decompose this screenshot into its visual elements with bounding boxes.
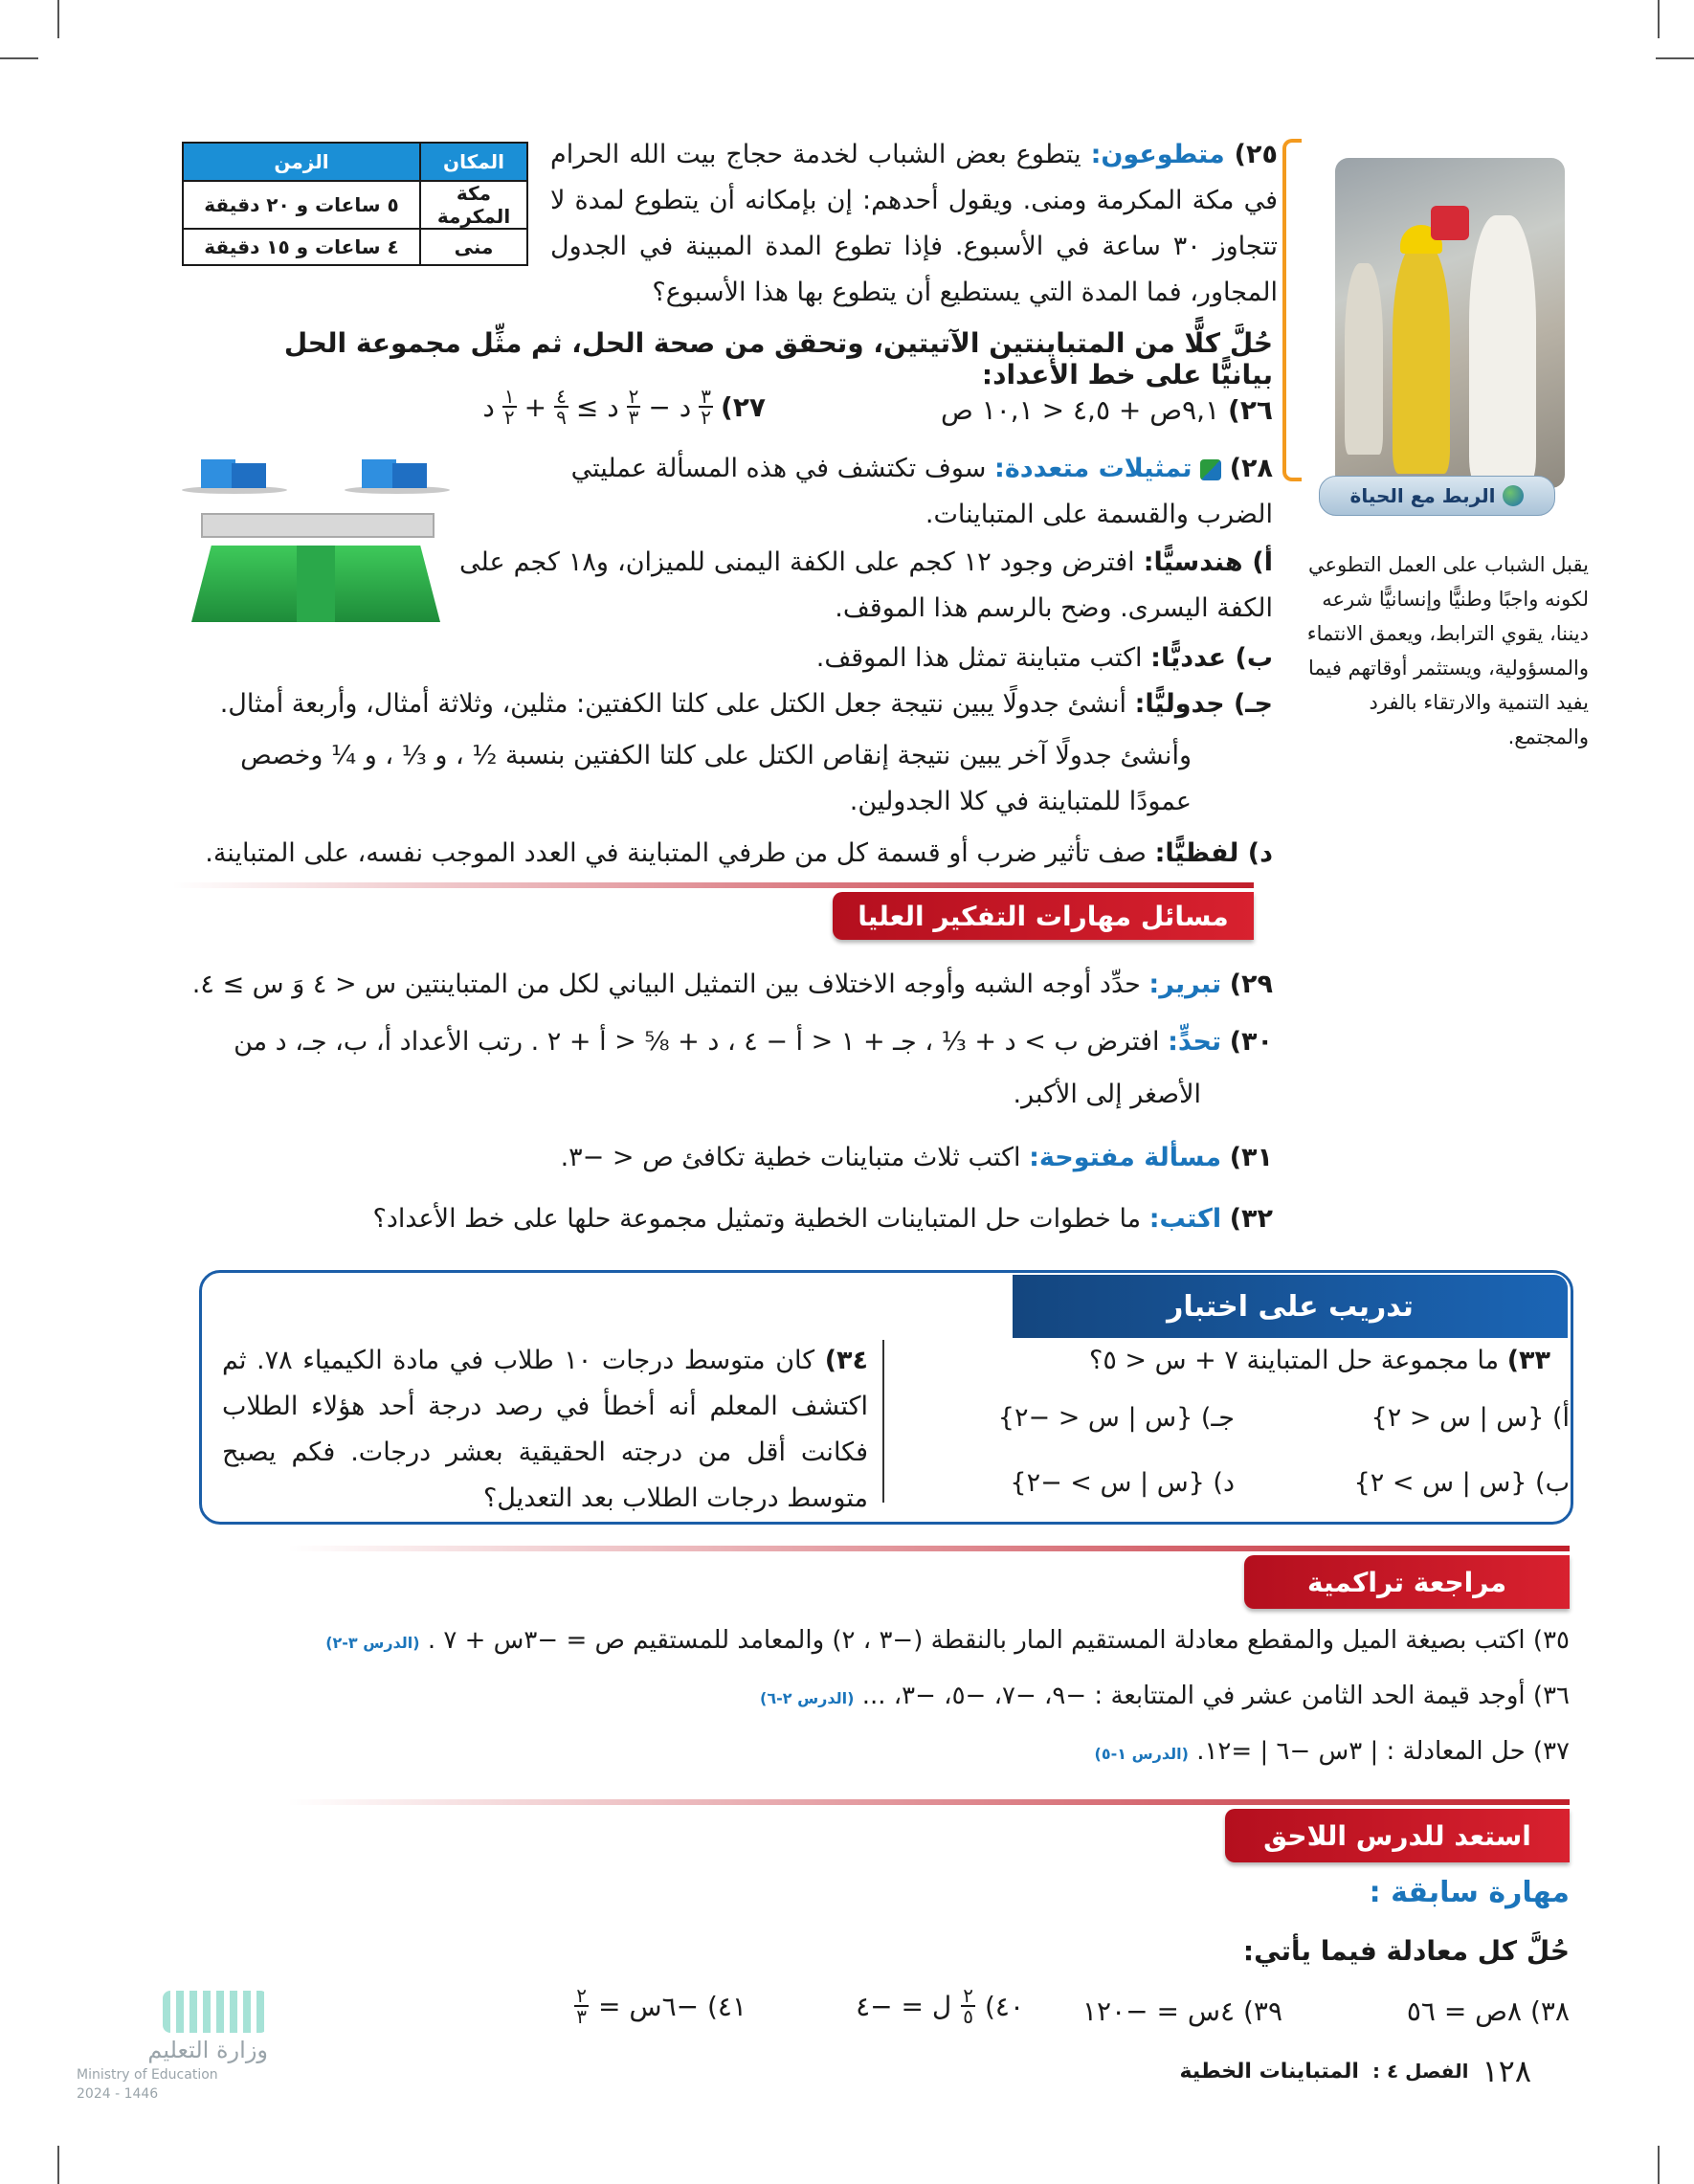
chapter-label: الفصل ٤ : <box>1371 2060 1469 2083</box>
part-text: أنشئ جدولًا يبين نتيجة جعل الكتل على كلتا الكفتين: مثلين، وثلاثة أمثال، وأربعة أمثال. <box>219 689 1127 719</box>
question-34 <box>222 1338 868 1522</box>
pilgrim-figure <box>1469 215 1536 483</box>
fraction <box>627 387 641 427</box>
globe-icon <box>1503 485 1524 506</box>
question-32 <box>191 1196 1273 1242</box>
fraction <box>961 1986 975 2026</box>
life-link-text: يقبل الشباب على العمل التطوعي لكونه واجبًا وطنيًّا وإنسانيًّا شرعه ديننا، يقوي الترابط، ويعمق الانتماء والمسؤولية، ويستثمر أوقاتهم فيما يفيد التنمية والارتقاء بالفرد والمجتمع. <box>1306 553 1589 748</box>
lesson-reference: (الدرس ٣-٢) <box>325 1634 420 1652</box>
denominator: ٢ <box>701 406 712 429</box>
lesson-reference: (الدرس ٢-٦) <box>760 1689 855 1707</box>
crop-mark <box>57 2146 59 2184</box>
part-text: افترض وجود ١٢ كجم على الكفة اليمنى للميزان، و١٨ كجم على الكفة اليسرى. وضح بالرسم هذا الموقف. <box>459 547 1273 623</box>
question-37 <box>325 1730 1570 1775</box>
chapter-title: المتباينات الخطية <box>1179 2059 1359 2084</box>
question-35 <box>325 1619 1570 1664</box>
column-divider <box>882 1340 884 1503</box>
denominator: ٩ <box>556 406 567 429</box>
divider <box>172 882 1254 888</box>
question-text: سوف تكتشف في هذه المسألة عمليتي الضرب والقسمة على المتباينات. <box>570 454 1273 529</box>
question-number: ٣٣) <box>1506 1346 1550 1375</box>
table-row <box>183 229 527 265</box>
red-flag <box>1431 206 1469 240</box>
life-link-label: الربط مع الحياة <box>1349 484 1496 507</box>
orange-bracket <box>1282 139 1302 481</box>
denominator: ٢ <box>503 406 515 429</box>
question-28-intro <box>488 446 1273 538</box>
question-40 <box>747 1986 1024 2026</box>
question-text: ما مجموعة حل المتباينة ٧ + س < ٥؟ <box>1088 1346 1500 1375</box>
question-text: يتطوع بعض الشباب لخدمة حجاج بيت الله الحرام في مكة المكرمة ومنى. ويقول أحدهم: إن بإمكانه أن يتطوع لمدة لا تتجاوز ٣٠ ساعة في الأسبوع. فإذا تطوع المدة المبينة في الجدول المجاور، فما المدة التي يستطيع أن يتطوع بها هذا الأسبوع؟ <box>550 140 1279 307</box>
weight-block <box>201 459 235 488</box>
prior-skill-heading: مهارة سابقة : <box>1369 1876 1570 1909</box>
question-29 <box>191 962 1273 1008</box>
crop-mark <box>1658 0 1660 38</box>
option-c[interactable]: جـ) {س | س < −٢} <box>997 1403 1235 1433</box>
section-banner-prepare: استعد للدرس اللاحق <box>1225 1809 1570 1862</box>
table-header: الزمن <box>183 143 420 181</box>
part-label: أ) هندسيًّا: <box>1143 547 1273 577</box>
table-cell: مكة المكرمة <box>420 181 527 229</box>
question-text: ٣٥) اكتب بصيغة الميل والمقطع معادلة المستقيم المار بالنقطة (−٣ ، ٢) والمعامد للمستقيم ص = −٣س + ٧ . <box>427 1626 1570 1655</box>
fraction <box>699 387 713 427</box>
scale-stand <box>297 546 335 622</box>
numerator: ٢ <box>963 1984 973 2007</box>
question-text: كان متوسط درجات ١٠ طلاب في مادة الكيمياء ٧٨. ثم اكتشف المعلم أنه أخطأ في رصد درجة أحد هؤلاء الطلاب فكانت أقل من درجته الحقيقية بعشر درجات. فكم يصبح متوسط درجات الطلاب بعد التعديل؟ <box>222 1346 868 1513</box>
denominator: ٥ <box>963 2005 973 2028</box>
section-banner-review: مراجعة تراكمية <box>1244 1555 1570 1609</box>
table-cell: منى <box>420 229 527 265</box>
question-text: ٩,١ص + ٤,٥ < ١٠,١ ص <box>940 394 1220 426</box>
section-banner-hots: مسائل مهارات التفكير العليا <box>833 892 1254 940</box>
crop-mark <box>1656 57 1694 59</box>
fraction <box>574 1986 589 2026</box>
numerator: ٣ <box>701 385 712 408</box>
question-28-d <box>196 831 1273 877</box>
expr-part: د <box>482 390 495 423</box>
question-30 <box>191 1019 1273 1065</box>
weight-block <box>362 459 396 488</box>
denominator: ٣ <box>628 406 639 429</box>
question-38: ٣٨) ٨ص = ٥٦ <box>1406 1995 1570 2027</box>
question-text: ما خطوات حل المتباينات الخطية وتمثيل مجموعة حلها على خط الأعداد؟ <box>372 1204 1142 1234</box>
ministry-name-en: Ministry of Education <box>77 2067 218 2083</box>
question-30-continued: الأصغر إلى الأكبر. <box>1013 1080 1201 1109</box>
volunteer-figure <box>1393 244 1450 474</box>
expr-part: د ≥ <box>575 390 619 423</box>
numerator: ٢ <box>628 385 639 408</box>
question-text: ٣٧) حل المعادلة : | ٣س −٦ | =١٢. <box>1196 1737 1570 1766</box>
part-label: د) لفظيًّا: <box>1154 838 1273 868</box>
question-number: ٣٠) <box>1229 1027 1273 1057</box>
test-practice-title: تدريب على اختبار <box>1013 1275 1568 1338</box>
numerator: ٤ <box>556 385 567 408</box>
table-header: المكان <box>420 143 527 181</box>
part-text: اكتب متباينة تمثل هذا الموقف. <box>815 643 1143 673</box>
crop-mark <box>57 0 59 38</box>
question-label: مسألة مفتوحة: <box>1029 1143 1222 1172</box>
question-number: ٢٦) <box>1228 394 1273 426</box>
question-28-c <box>196 681 1273 727</box>
edition-year: 2024 - 1446 <box>77 2086 159 2102</box>
question-27 <box>440 387 766 427</box>
question-label: تمثيلات متعددة: <box>994 454 1192 483</box>
weight-block <box>392 463 427 488</box>
denominator: ٣ <box>576 2005 588 2028</box>
question-39: ٣٩) ٤س = −١٢٠ <box>1082 1995 1282 2027</box>
ministry-name-ar: وزارة التعليم <box>147 2037 268 2063</box>
option-d[interactable]: د) {س | س > −٢} <box>1010 1468 1235 1498</box>
question-text: اكتب ثلاث متباينات خطية تكافئ ص < −٣. <box>560 1143 1021 1172</box>
question-26 <box>919 394 1273 426</box>
fraction <box>502 387 517 427</box>
weight-block <box>232 463 266 488</box>
question-28-c-continued: وأنشئ جدولًا آخر يبين نتيجة إنقاص الكتل على كلتا الكفتين بنسبة ½ ، و ⅓ ، و ¼ وخصص عمودًا للمتباينة في كلا الجدولين. <box>240 741 1192 816</box>
lesson-reference: (الدرس ١-٥) <box>1094 1745 1189 1763</box>
question-41 <box>536 1986 747 2026</box>
table-cell: ٥ ساعات و ٢٠ دقيقة <box>183 181 420 229</box>
question-28-a <box>459 540 1273 632</box>
question-28-b <box>459 635 1273 681</box>
table-row <box>183 181 527 229</box>
question-label: متطوعون: <box>1090 140 1225 169</box>
question-number: ٣٤) <box>824 1346 868 1375</box>
scale-beam <box>201 513 435 538</box>
question-33 <box>919 1338 1550 1384</box>
divider <box>287 1799 1570 1805</box>
divider <box>287 1546 1570 1551</box>
life-link-badge <box>1319 476 1555 516</box>
question-number: ٤٠) <box>984 1990 1024 2022</box>
expr-part: + <box>524 390 547 423</box>
ministry-emblem <box>163 1991 268 2033</box>
question-number: ٢٧) <box>721 390 766 423</box>
expr-part: د − <box>648 390 692 423</box>
balance-scale-image <box>172 450 459 641</box>
question-number: ٢٩) <box>1229 969 1273 999</box>
option-a[interactable]: أ) {س | س < ٢} <box>1371 1403 1570 1433</box>
question-number: ٢٨) <box>1229 454 1273 483</box>
question-31 <box>191 1135 1273 1181</box>
question-text: ل = −٤ <box>856 1990 952 2022</box>
question-36 <box>325 1675 1570 1720</box>
ministry-logo <box>77 1991 268 2115</box>
pilgrim-figure <box>1345 263 1383 455</box>
volunteer-photo <box>1335 158 1565 488</box>
question-number: ٢٥) <box>1234 140 1278 169</box>
multiple-representations-icon <box>1200 459 1221 480</box>
crop-mark <box>1658 2146 1660 2184</box>
volunteer-table <box>182 142 528 266</box>
question-number: ٣١) <box>1229 1143 1273 1172</box>
option-b[interactable]: ب) {س | س > ٢} <box>1353 1468 1570 1498</box>
table-cell: ٤ ساعات و ١٥ دقيقة <box>183 229 420 265</box>
crop-mark <box>0 57 38 59</box>
question-text: ٤١) −٦س = <box>598 1990 747 2022</box>
question-text: ٣٦) أوجد قيمة الحد الثامن عشر في المتتابعة : −٩، −٧، −٥، −٣، ... <box>861 1682 1570 1710</box>
question-label: تبرير: <box>1148 969 1222 999</box>
page-number: ١٢٨ <box>1482 2053 1531 2089</box>
question-number: ٣٢) <box>1229 1204 1273 1234</box>
part-label: جـ) جدوليًّا: <box>1134 689 1273 719</box>
numerator: ١ <box>503 385 515 408</box>
question-label: اكتب: <box>1148 1204 1222 1234</box>
part-text: صف تأثير ضرب أو قسمة كل من طرفي المتباينة في العدد الموجب نفسه، على المتباينة. <box>205 838 1147 868</box>
part-label: ب) عدديًّا: <box>1150 643 1273 673</box>
page-footer <box>1129 2053 1531 2089</box>
numerator: ٢ <box>576 1984 588 2007</box>
question-text: حدِّد أوجه الشبه وأوجه الاختلاف بين التمثيل البياني لكل من المتباينتين س < ٤ وَ س ≥ ٤. <box>191 969 1141 999</box>
fraction <box>554 387 568 427</box>
question-25 <box>550 132 1278 316</box>
prepare-instruction: حُلَّ كل معادلة فيما يأتي: <box>1242 1935 1570 1967</box>
instruction-text: حُلَّ كلًّا من المتباينتين الآتيتين، وتحقق من صحة الحل، ثم مثِّل مجموعة الحل بيانيًّا على خط الأعداد: <box>283 327 1273 390</box>
question-label: تحدٍّ: <box>1168 1027 1222 1057</box>
question-text: افترض ب > د + ⅓ ، جـ + ١ < أ − ٤ ، د + ⅝ < أ + ٢ . رتب الأعداد أ، ب، جـ، د من <box>234 1027 1160 1057</box>
